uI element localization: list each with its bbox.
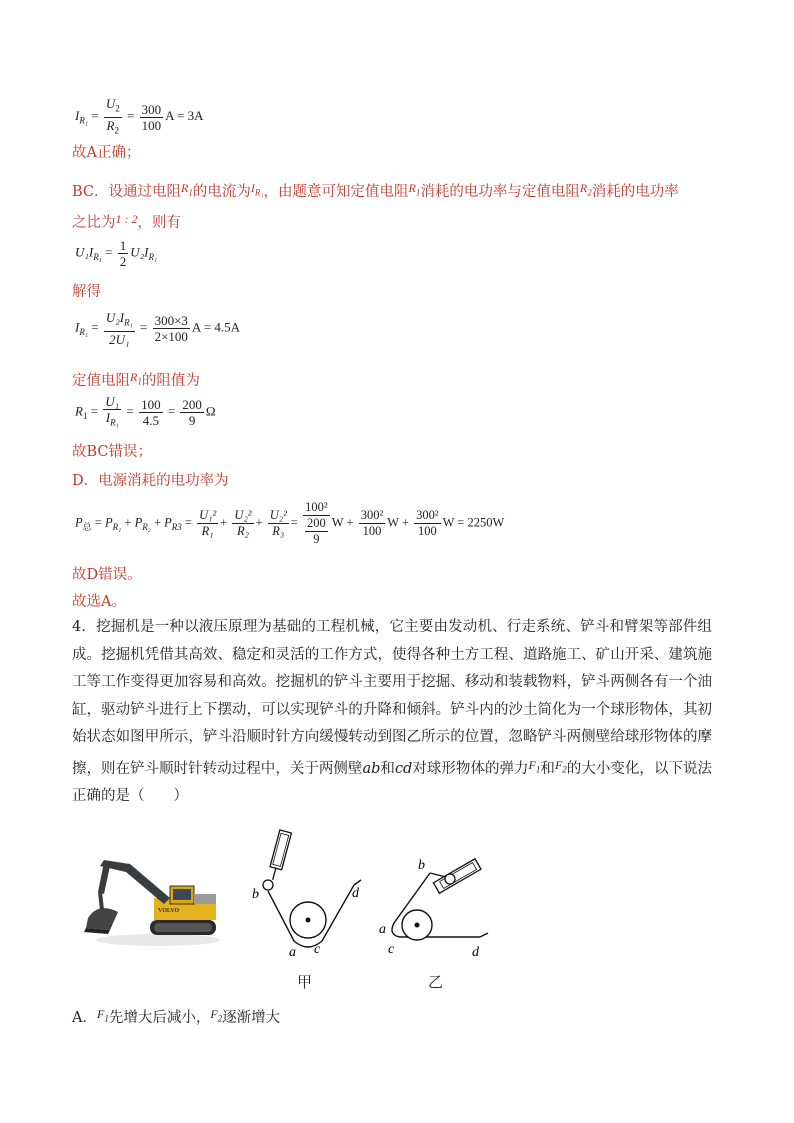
question-4-text: 4．挖掘机是一种以液压原理为基础的工程机械，它主要由发动机、行走系统、铲斗和臂架等部件组成。挖掘机凭借其高效、稳定和灵活的工作方式，使得各种土方工程、道路施工、矿山开采、建筑施工等工作变得更加容易和高效。挖掘机的铲斗主要用于挖掘、移动和装载物料，铲斗两侧各有一个油缸，驱动铲斗进行上下摆动，可以实现铲斗的升降和倾斜。铲斗内的沙土简化为一个球形物体，其初始状态如图甲所示，铲斗沿顺时针方向缓慢转动到图乙所示的位置，忽略铲斗两侧壁给球形物体的摩擦，则在铲斗顺时针转动过程中，关于两侧壁ab和cd对球形物体的弹力$^{F_1}$和$^{F_2}$的大小变化，以下说法正确的是（ ） bbox=[72, 619, 713, 805]
equation-current-r1: $I_{R_1}$ = $\frac{U_2}{R_2}$ = $\frac{300}{100}$ A = 3A bbox=[75, 96, 204, 136]
yi-label-b: b bbox=[418, 858, 425, 873]
brand-label: VOLVO bbox=[158, 908, 180, 914]
figure-yi-diagram bbox=[370, 845, 500, 965]
yi-label-c: c bbox=[388, 942, 395, 957]
bc-analysis-line1: BC．设通过电阻$^{R_1}$的电流为$^{I_{R_1}}$，由题意可知定值电阻$^{R_1}$消耗的电功率与定值电阻$^{R_2}$消耗的电功率 bbox=[72, 181, 679, 200]
jia-label-c: c bbox=[314, 942, 321, 957]
bc-analysis-line2: 之比为$^{1 : 2}$，则有 bbox=[72, 212, 181, 231]
figure-jia-caption: 甲 bbox=[297, 973, 313, 991]
equation-current-result: $I_{R_1}$ = $\frac{U_2I_{R_1}}{\text{2U₁}}$ = $\frac{300\times 3}{2\times 100}$ A = 4.5A bbox=[75, 310, 241, 347]
solve-label: 解得 bbox=[72, 284, 101, 300]
figure-yi-caption: 乙 bbox=[428, 973, 444, 991]
final-answer: 故选A。 bbox=[72, 594, 126, 610]
jia-label-d: d bbox=[352, 886, 359, 901]
excavator-image bbox=[78, 850, 223, 950]
equation-power-ratio: $U_1I_{R_1}$ = $\frac{1}{2}$ $U_2I_{R_1}$ bbox=[75, 238, 158, 269]
figure-jia-diagram bbox=[248, 825, 378, 965]
jia-label-a: a bbox=[289, 945, 296, 960]
d-analysis-label: D．电源消耗的电功率为 bbox=[72, 473, 229, 489]
equation-r1-value: $R_1$ = $\frac{\text{U₁}}{I_{R_1}}$ = $\frac{100}{4.5}$ = $\frac{200}{9}$ Ω bbox=[75, 394, 216, 428]
r1-value-label: 定值电阻$^{R_1}$的阻值为 bbox=[72, 370, 200, 389]
conclusion-bc-wrong: 故BC错误； bbox=[72, 444, 153, 460]
yi-label-d: d bbox=[472, 945, 479, 960]
jia-label-b: b bbox=[252, 887, 259, 902]
yi-label-a: a bbox=[379, 922, 386, 937]
option-a[interactable]: A．$^{F_1}$先增大后减小，$^{F_2}$逐渐增大 bbox=[72, 1007, 281, 1026]
conclusion-d-wrong: 故D错误。 bbox=[72, 567, 142, 583]
conclusion-a-correct: 故A正确； bbox=[72, 145, 141, 161]
equation-total-power: $P_总 = P_{R_1} + P_{R_2} + P_{R3}$ = $\frac{\text{U₁²}}{\text{R₁}}$ + $\frac{\text{U₂²}}{\text{R₂}}$ + $\frac{\text{U₂²}}{\text{R₃}}$ = $\frac{\text{100²}}{\frac{200}{9}}$ W + $\frac{\text{300²}}{100}$ W + $\frac{\text{300²}}{100}$ W = 2250W bbox=[75, 500, 505, 546]
